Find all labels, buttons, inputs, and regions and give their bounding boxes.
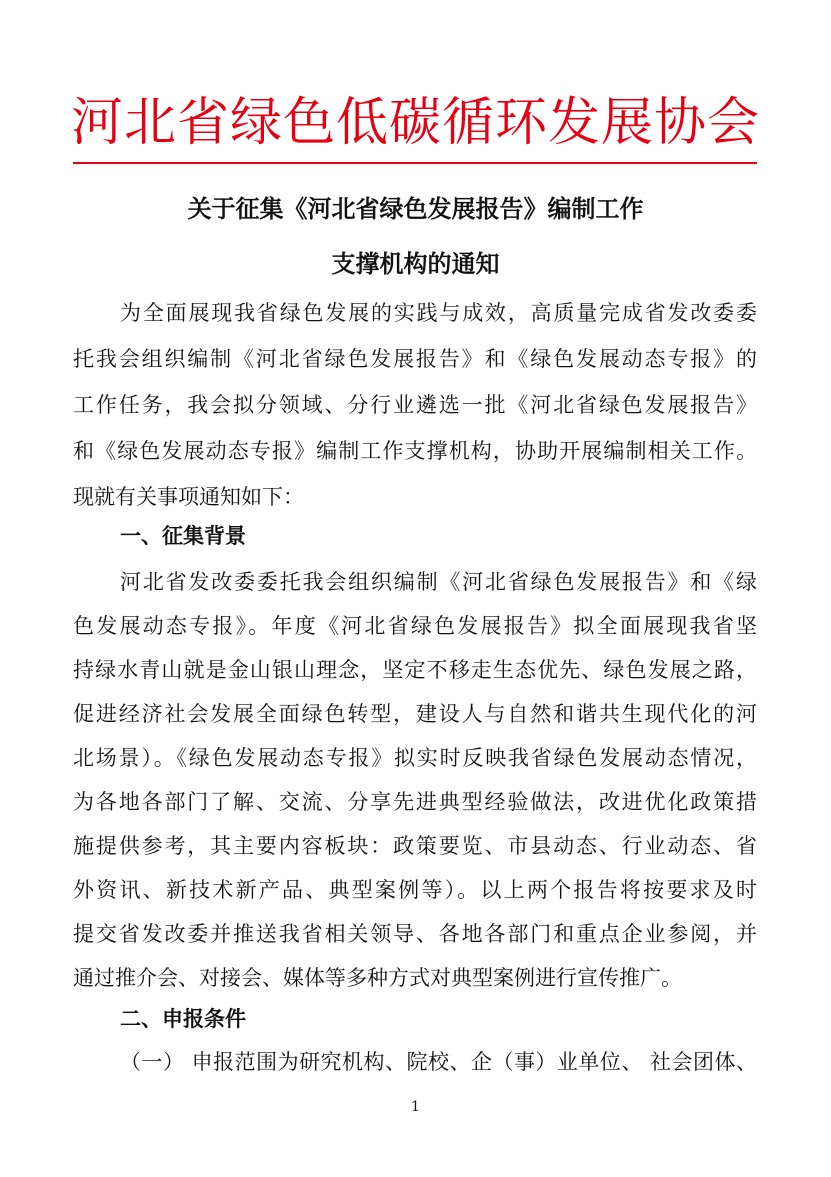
document-title-line-1: 关于征集《河北省绿色发展报告》编制工作 xyxy=(187,194,644,223)
paragraph-line: 持绿水青山就是金山银山理念，坚定不移走生态优先、绿色发展之路， xyxy=(73,658,757,682)
section-heading: 一、征集背景 xyxy=(120,523,246,548)
paragraph-line: 外资讯、新技术新产品、典型案例等）。以上两个报告将按要求及时 xyxy=(73,878,757,902)
paragraph-line: 现就有关事项通知如下： xyxy=(73,485,304,509)
paragraph-line: 托我会组织编制《河北省绿色发展报告》和《绿色发展动态专报》的 xyxy=(73,347,757,371)
paragraph-line: 通过推介会、对接会、媒体等多种方式对典型案例进行宣传推广。 xyxy=(73,966,682,990)
paragraph-line: 河北省发改委委托我会组织编制《河北省绿色发展报告》和《绿 xyxy=(120,570,757,594)
paragraph-line: 工作任务，我会拟分领域、分行业遴选一批《河北省绿色发展报告》 xyxy=(73,393,757,417)
paragraph-line: （一） 申报范围为研究机构、院校、企（事）业单位、 社会团体、 xyxy=(120,1050,757,1074)
paragraph-line: 北场景）。《绿色发展动态专报》拟实时反映我省绿色发展动态情况， xyxy=(73,746,757,770)
paragraph-line: 施提供参考，其主要内容板块：政策要览、市县动态、行业动态、省 xyxy=(73,834,757,858)
paragraph-line: 色发展动态专报》。年度《河北省绿色发展报告》拟全面展现我省坚 xyxy=(73,614,757,638)
document-title-line-2: 支撑机构的通知 xyxy=(331,249,500,278)
paragraph-line: 和《绿色发展动态专报》编制工作支撑机构，协助开展编制相关工作。 xyxy=(73,439,757,463)
paragraph-line: 为全面展现我省绿色发展的实践与成效，高质量完成省发改委委 xyxy=(120,301,757,325)
section-heading: 二、申报条件 xyxy=(120,1006,246,1031)
paragraph-line: 为各地各部门了解、交流、分享先进典型经验做法，改进优化政策措 xyxy=(73,790,757,814)
page-number: 1 xyxy=(411,1099,420,1115)
paragraph-line: 促进经济社会发展全面绿色转型，建设人与自然和谐共生现代化的河 xyxy=(73,702,757,726)
organization-letterhead: 河北省绿色低碳循环发展协会 xyxy=(70,93,760,153)
paragraph-line: 提交省发改委并推送我省相关领导、各地各部门和重点企业参阅，并 xyxy=(73,922,757,946)
letterhead-red-rule xyxy=(73,162,757,164)
